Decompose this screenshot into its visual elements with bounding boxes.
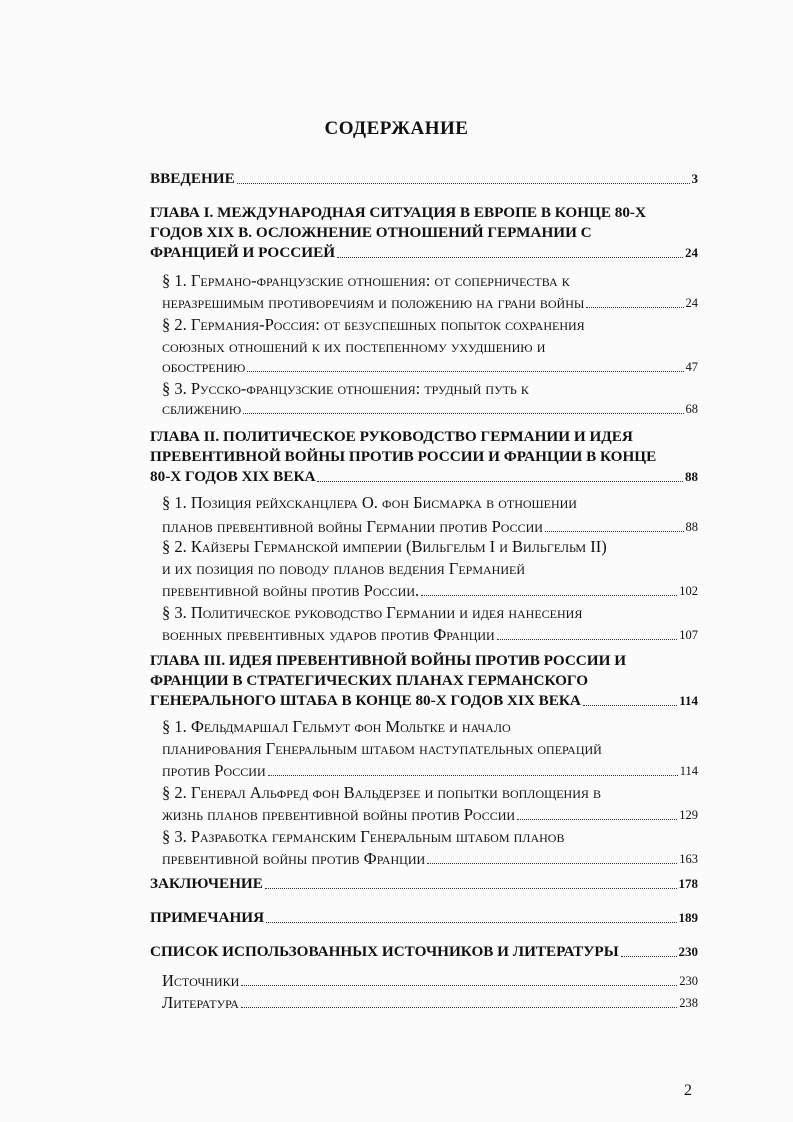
toc-entry-text: ГЕНЕРАЛЬНОГО ШТАБА В КОНЦЕ 80-Х ГОДОВ XIX ВЕКА (150, 692, 581, 709)
toc-entry-text: § 1. Фельдмаршал Гельмут фон Мольтке и начало (162, 717, 511, 736)
toc-section-3-3-line-2 (162, 848, 698, 870)
toc-section-1-1-line-1 (162, 270, 570, 292)
toc-section-2-1-line-1 (162, 492, 577, 514)
leader-dots (497, 638, 678, 640)
leader-dots (517, 818, 677, 820)
toc-entry-text: военных превентивных ударов против Франции (162, 625, 495, 644)
leader-dots (421, 594, 677, 596)
leader-dots (241, 984, 677, 986)
leader-dots (241, 1006, 677, 1008)
toc-entry-introduction (150, 168, 698, 190)
toc-section-1-3-line-2 (162, 398, 698, 420)
toc-entry-text: сближению (162, 399, 242, 418)
toc-entry-text: ПРЕВЕНТИВНОЙ ВОЙНЫ ПРОТИВ РОССИИ И ФРАНЦИИ В КОНЦЕ (150, 448, 657, 465)
toc-entry-text: ГЛАВА II. ПОЛИТИЧЕСКОЕ РУКОВОДСТВО ГЕРМАНИИ И ИДЕЯ (150, 428, 633, 445)
toc-page-number: 178 (678, 876, 698, 891)
leader-dots (265, 887, 677, 889)
toc-section-2-1-line-2 (162, 516, 698, 538)
toc-page-number: 189 (678, 910, 698, 925)
toc-entry-text: § 1. Позиция рейхсканцлера О. фон Бисмарка в отношении (162, 493, 577, 512)
toc-entry-text: ГЛАВА III. ИДЕЯ ПРЕВЕНТИВНОЙ ВОЙНЫ ПРОТИВ РОССИИ И (150, 652, 627, 669)
toc-section-2-2-line-1 (162, 536, 607, 558)
toc-entry-text: СПИСОК ИСПОЛЬЗОВАННЫХ ИСТОЧНИКОВ И ЛИТЕРАТУРЫ (150, 943, 619, 960)
toc-entry-text: ГОДОВ XIX В. ОСЛОЖНЕНИЕ ОТНОШЕНИЙ ГЕРМАНИИ С (150, 224, 592, 241)
leader-dots (621, 955, 677, 957)
toc-entry-text: Литература (162, 993, 239, 1012)
toc-entry-text: превентивной войны против России. (162, 581, 420, 600)
leader-dots (583, 704, 677, 706)
toc-chapter-2-line-3 (150, 466, 698, 488)
toc-entry-bibliography (150, 941, 698, 963)
toc-entry-text: § 1. Германо-французские отношения: от соперничества к (162, 271, 570, 290)
leader-dots (427, 862, 677, 864)
leader-dots (243, 412, 683, 414)
toc-section-1-3-line-1 (162, 378, 529, 400)
toc-entry-text: против России (162, 761, 266, 780)
toc-entry-text: ПРИМЕЧАНИЯ (150, 909, 265, 926)
toc-entry-text: § 2. Генерал Альфред фон Вальдерзее и попытки воплощения в (162, 783, 602, 802)
leader-dots (337, 256, 683, 258)
toc-entry-text: § 2. Германия-Россия: от безуспешных попыток сохранения (162, 315, 585, 334)
toc-entry-text: союзных отношений к их постепенному ухудшению и (162, 337, 546, 356)
toc-entry-text: планов превентивной войны Германии против России (162, 517, 543, 536)
toc-page-number: 230 (679, 974, 698, 988)
toc-entry-text: Источники (162, 971, 240, 990)
toc-chapter-1-line-2 (150, 222, 592, 244)
toc-section-3-2-line-2 (162, 804, 698, 826)
toc-entry-notes (150, 907, 698, 929)
toc-entry-text: превентивной войны против Франции (162, 849, 426, 868)
toc-entry-text: ФРАНЦИИ В СТРАТЕГИЧЕСКИХ ПЛАНАХ ГЕРМАНСКОГО (150, 672, 589, 689)
toc-entry-conclusion (150, 873, 698, 895)
leader-dots (317, 480, 683, 482)
toc-page-number: 129 (679, 808, 698, 822)
toc-chapter-2-line-2 (150, 446, 656, 468)
toc-entry-text: ЗАКЛЮЧЕНИЕ (150, 875, 263, 892)
toc-page-number: 88 (685, 520, 698, 534)
toc-chapter-1-line-1 (150, 202, 646, 224)
toc-chapter-3-line-1 (150, 650, 626, 672)
toc-entry-text: и их позиция по поводу планов ведения Германией (162, 559, 525, 578)
toc-section-1-1-line-2 (162, 292, 698, 314)
toc-entry-text: ГЛАВА I. МЕЖДУНАРОДНАЯ СИТУАЦИЯ В ЕВРОПЕ В КОНЦЕ 80-Х (150, 204, 646, 221)
toc-entry-text: § 2. Кайзеры Германской империи (Вильгельм I и Вильгельм II) (162, 537, 607, 556)
toc-entry-text: § 3. Разработка германским Генеральным штабом планов (162, 827, 565, 846)
toc-section-2-3-line-2 (162, 624, 698, 646)
toc-section-3-3-line-1 (162, 826, 564, 848)
toc-chapter-3-line-3 (150, 690, 698, 712)
leader-dots (545, 530, 684, 532)
toc-page-number: 68 (685, 402, 698, 416)
toc-page-number: 107 (679, 628, 698, 642)
page-title: СОДЕРЖАНИЕ (324, 118, 469, 139)
toc-section-1-2-line-3 (162, 356, 698, 378)
toc-section-3-1-line-3 (162, 760, 698, 782)
toc-section-1-2-line-2 (162, 336, 545, 358)
leader-dots (268, 774, 678, 776)
toc-entry-text: ФРАНЦИЕЙ И РОССИЕЙ (150, 244, 336, 261)
toc-section-3-2-line-1 (162, 782, 601, 804)
toc-page-number: 230 (678, 944, 698, 959)
toc-entry-text: планирования Генеральным штабом наступательных операций (162, 739, 602, 758)
toc-section-2-2-line-3 (162, 580, 698, 602)
toc-page-number: 88 (685, 469, 698, 484)
page-number: 2 (684, 1082, 692, 1099)
toc-entry-sources (162, 970, 698, 992)
toc-entry-text: § 3. Русско-французские отношения: трудный путь к (162, 379, 529, 398)
toc-section-2-3-line-1 (162, 602, 582, 624)
toc-page-number: 163 (679, 852, 698, 866)
toc-page-number: 238 (679, 996, 698, 1010)
toc-page-number: 114 (679, 764, 698, 778)
toc-entry-literature (162, 992, 698, 1014)
leader-dots (237, 182, 690, 184)
toc-entry-text: жизнь планов превентивной войны против России (162, 805, 516, 824)
toc-section-3-1-line-2 (162, 738, 602, 760)
toc-chapter-1-line-3 (150, 242, 698, 264)
leader-dots (586, 306, 683, 308)
toc-entry-text: 80-Х ГОДОВ XIX ВЕКА (150, 468, 316, 485)
toc-page-number: 24 (685, 245, 698, 260)
toc-entry-text: ВВЕДЕНИЕ (150, 170, 235, 187)
leader-dots (247, 370, 683, 372)
toc-section-1-2-line-1 (162, 314, 585, 336)
toc-page-number: 102 (679, 584, 698, 598)
toc-entry-text: § 3. Политическое руководство Германии и идея нанесения (162, 603, 583, 622)
toc-chapter-2-line-1 (150, 426, 633, 448)
toc-chapter-3-line-2 (150, 670, 588, 692)
toc-section-3-1-line-1 (162, 716, 511, 738)
toc-page-number: 3 (691, 171, 698, 186)
toc-section-2-2-line-2 (162, 558, 525, 580)
toc-entry-text: обострению (162, 357, 246, 376)
toc-page-number: 24 (685, 296, 698, 310)
toc-entry-text: неразрешимым противоречиям и положению на грани войны (162, 293, 585, 312)
toc-page-number: 114 (679, 693, 698, 708)
leader-dots (266, 921, 676, 923)
toc-page-number: 47 (685, 360, 698, 374)
